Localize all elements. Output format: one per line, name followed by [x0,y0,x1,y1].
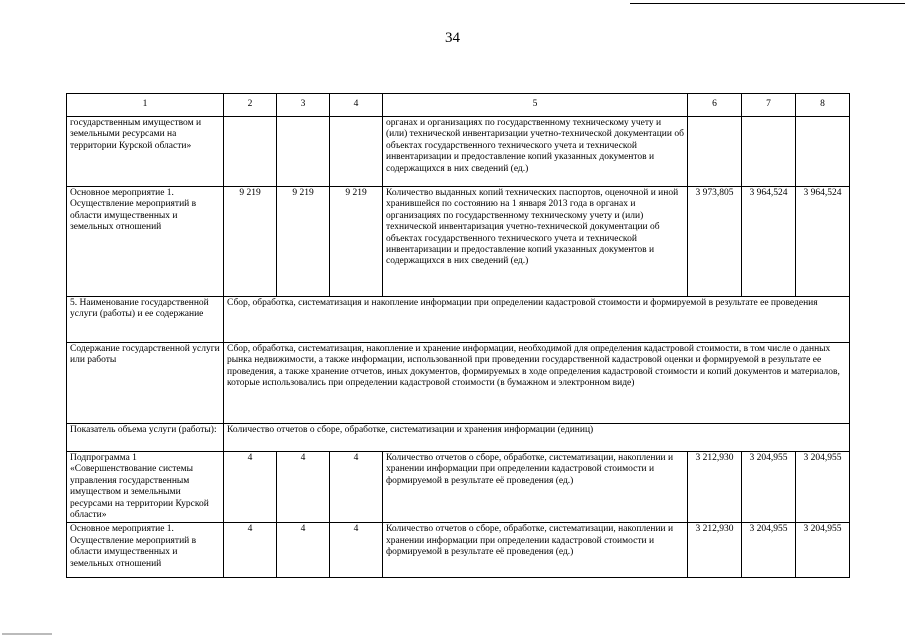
value-cell: 4 [330,452,383,523]
value-cell: 9 219 [224,187,277,297]
value-cell: 3 964,524 [742,187,796,297]
row-title: 5. Наименование государственной услуги (работы) и ее содержание [67,297,224,343]
row-title: Основное мероприятие 1. Осуществление мероприятий в области имущественных и земельных отношений [67,523,224,578]
table-row [67,343,850,424]
table-row [67,452,850,523]
column-header: 7 [742,94,796,117]
table-row [67,297,850,343]
value-cell: 3 204,955 [742,452,796,523]
table-row [67,117,850,187]
table-row [67,187,850,297]
row-title: Показатель объема услуги (работы): [67,424,224,452]
column-header: 1 [67,94,224,117]
value-cell: 3 964,524 [796,187,850,297]
value-cell: 3 204,955 [796,523,850,578]
value-cell [277,117,330,187]
value-cell: 4 [224,452,277,523]
value-cell: 3 204,955 [796,452,850,523]
service-content-cell: Сбор, обработка, систематизация, накопление и хранение информации, необходимой для определения кадастровой стоимости, в том числе о данных рынка недвижимости, а также информации, использованной при проведении государственной кадастровой оценки и формируемой в результате ее проведения, а также хранение отчетов, иных документов, формируемых в ходе определения кадастровой стоимости и копий документов и материалов, которые использовались при определении кадастровой стоимости (в бумажном и электронном виде) [224,343,850,424]
value-cell: 4 [330,523,383,578]
value-cell [742,117,796,187]
value-cell [330,117,383,187]
table-row [67,424,850,452]
column-header: 5 [383,94,688,117]
row-title: Основное мероприятие 1. Осуществление мероприятий в области имущественных и земельных отношений [67,187,224,297]
column-header: 6 [688,94,742,117]
value-cell: 3 204,955 [742,523,796,578]
indicator-text: Количество отчетов о сборе, обработке, систематизации, накоплении и хранении информации при определении кадастровой стоимости и формируемой в результате её проведения (ед.) [383,523,688,578]
row-title: Подпрограмма 1 «Совершенствование системы управления государственным имуществом и земельными ресурсами на территории Курской области» [67,452,224,523]
value-cell: 3 973,805 [688,187,742,297]
value-cell [224,117,277,187]
column-header: 2 [224,94,277,117]
indicator-text: Количество отчетов о сборе, обработке, систематизации, накоплении и хранении информации при определении кадастровой стоимости и формируемой в результате её проведения (ед.) [383,452,688,523]
column-header: 3 [277,94,330,117]
indicator-text: органах и организациях по государственному техническому учету и (или) технической инвентаризации учетно-технической документации об объектах государственного технического учета и технической инвентаризации и предоставление копий указанных документов и содержащихся в них сведений (ед.) [383,117,688,187]
top-rule [630,3,905,4]
state-task-table [66,93,850,578]
value-cell [688,117,742,187]
volume-indicator-cell: Количество отчетов о сборе, обработке, систематизации и хранения информации (единиц) [224,424,850,452]
value-cell: 4 [277,452,330,523]
service-name-cell: Сбор, обработка, систематизация и накопление информации при определении кадастровой стоимости и формируемой в результате ее проведения [224,297,850,343]
column-header: 4 [330,94,383,117]
row-title: государственным имуществом и земельными ресурсами на территории Курской области» [67,117,224,187]
header-row [67,94,850,117]
value-cell [796,117,850,187]
value-cell: 9 219 [277,187,330,297]
value-cell: 9 219 [330,187,383,297]
value-cell: 3 212,930 [688,523,742,578]
page-number: 34 [445,30,460,46]
value-cell: 3 212,930 [688,452,742,523]
value-cell: 4 [277,523,330,578]
indicator-text: Количество выданных копий технических паспортов, оценочной и иной хранившейся по состоянию на 1 января 2013 года в органах и организациях по государственному техническому учету и (или) технической инвентаризация учетно-технической документации об объектах государственного технического учета и технической инвентаризации и предоставление копий указанных документов и содержащихся в них сведений (ед.) [383,187,688,297]
row-title: Содержание государственной услуги или работы [67,343,224,424]
table-row [67,523,850,578]
column-header: 8 [796,94,850,117]
scan-artifact [2,633,52,635]
value-cell: 4 [224,523,277,578]
